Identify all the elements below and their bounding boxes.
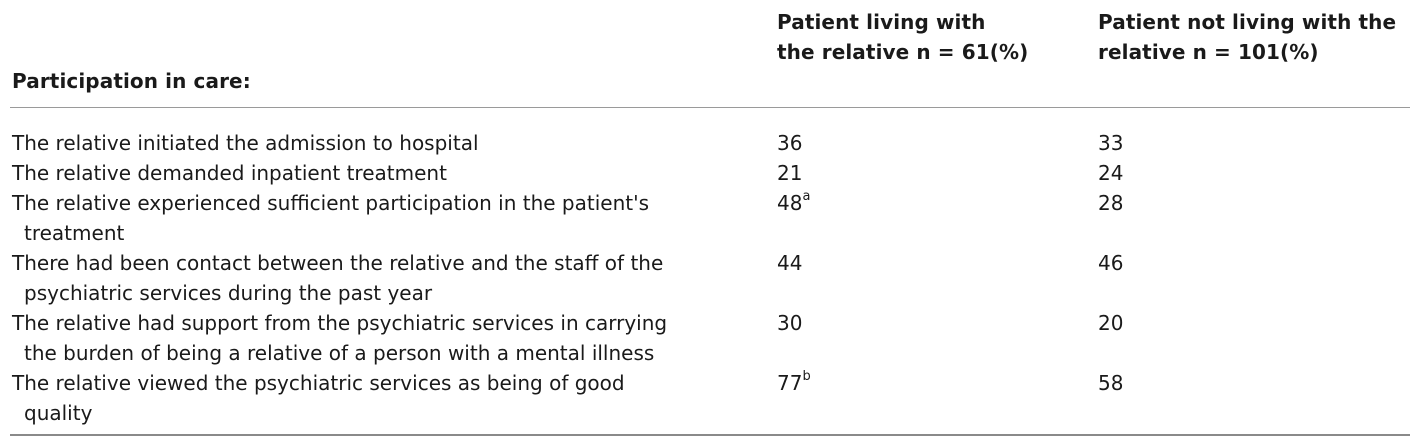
row-label: The relative initiated the admission to hospital — [12, 131, 479, 155]
cell-living-with: 77$^b$ — [777, 369, 811, 395]
cell-not-living-with: 58 — [1098, 371, 1124, 395]
cell-living-with: 48$^a$ — [777, 189, 811, 215]
row-label: The relative experienced sufficient participation in the patient's treatment — [12, 191, 650, 245]
header-line: relative n = 101(%) — [1098, 40, 1319, 64]
header-line: Patient living with — [777, 10, 986, 34]
row-label: The relative had support from the psychiatric services in carrying the burden of being a relative of a person with a mental illness — [12, 311, 668, 365]
cell-living-with: 36 — [777, 131, 803, 155]
table-row — [10, 158, 1410, 188]
cell-not-living-with: 24 — [1098, 161, 1124, 185]
cell-not-living-with: 46 — [1098, 251, 1124, 275]
cell-not-living-with: 33 — [1098, 131, 1124, 155]
footnote-marker: a — [802, 189, 811, 205]
table-row — [10, 308, 1410, 368]
table-header — [10, 0, 1410, 108]
cell-not-living-with: 28 — [1098, 191, 1124, 215]
header-line: Patient not living with the — [1098, 10, 1397, 34]
cell-living-with: 21 — [777, 161, 803, 185]
footnote-marker: b — [802, 369, 811, 385]
table-row — [10, 128, 1410, 158]
table-body — [10, 108, 1410, 428]
row-label: The relative viewed the psychiatric services as being of good quality — [12, 371, 625, 425]
header-participation-in-care: Participation in care: — [12, 69, 251, 93]
header-living-with-relative — [777, 7, 1077, 67]
cell-living-with: 30 — [777, 311, 803, 335]
header-not-living-with-relative — [1098, 7, 1414, 67]
bottom-rule — [10, 434, 1410, 436]
cell-not-living-with: 20 — [1098, 311, 1124, 335]
table-row — [10, 368, 1410, 428]
table-row — [10, 248, 1410, 308]
table-row — [10, 188, 1410, 248]
header-line: the relative n = 61(%) — [777, 40, 1029, 64]
row-label: There had been contact between the relative and the staff of the psychiatric services during the past year — [12, 251, 664, 305]
row-label: The relative demanded inpatient treatment — [12, 161, 447, 185]
data-table — [10, 0, 1410, 436]
cell-living-with: 44 — [777, 251, 803, 275]
